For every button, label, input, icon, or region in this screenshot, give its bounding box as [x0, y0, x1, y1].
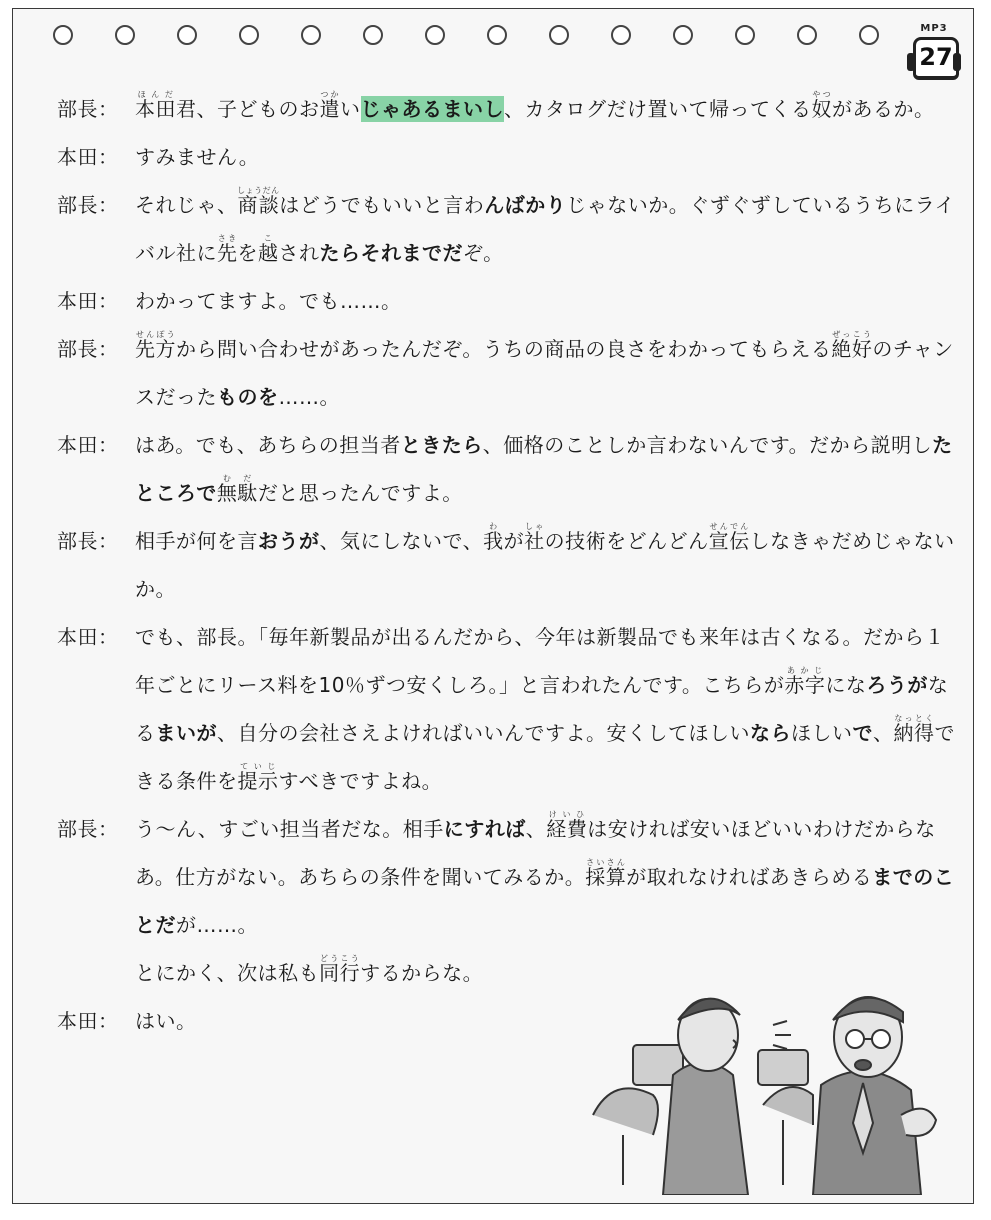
- speaker-label: 本田：: [57, 145, 119, 169]
- spiral-ring: [611, 25, 631, 45]
- spiral-ring: [859, 25, 879, 45]
- dialogue-text: はあ。でも、あちらの担当者ときたら、価格のことしか言わないんです。だから説明したところで無駄むだだと思ったんですよ。: [135, 433, 953, 505]
- speaker-label: 部長：: [57, 337, 119, 361]
- dialogue-line: [57, 517, 957, 613]
- speaker-label: 本田：: [57, 289, 119, 313]
- dialogue: [57, 85, 957, 1045]
- spiral-rings: [53, 25, 893, 55]
- dialogue-text: すみません。: [135, 145, 260, 169]
- spiral-ring: [735, 25, 755, 45]
- dialogue-text: 相手が何を言おうが、気にしないで、我わが社しゃの技術をどんどん宣伝せんでんしなきゃだめじゃないか。: [135, 522, 955, 601]
- spiral-ring: [673, 25, 693, 45]
- dialogue-line: [57, 85, 957, 133]
- speaker-label: 部長：: [57, 97, 119, 121]
- speaker-label: 部長：: [57, 193, 119, 217]
- spiral-ring: [425, 25, 445, 45]
- speaker-label: 本田：: [57, 625, 119, 649]
- dialogue-line: [57, 421, 957, 517]
- boss-scolding-illustration: [583, 965, 953, 1195]
- speaker-label: 本田：: [57, 433, 119, 457]
- headphone-right-icon: [953, 53, 961, 71]
- dialogue-line: [57, 133, 957, 181]
- spiral-ring: [301, 25, 321, 45]
- dialogue-line: [57, 277, 957, 325]
- spiral-ring: [797, 25, 817, 45]
- spiral-ring: [487, 25, 507, 45]
- speaker-label: 部長：: [57, 529, 119, 553]
- dialogue-text: 先方せんぽうから問い合わせがあったんだぞ。うちの商品の良さをわかってもらえる絶好ぜっこうのチャンスだったものを……。: [135, 330, 954, 409]
- dialogue-line: [57, 181, 957, 277]
- dialogue-line: [57, 325, 957, 421]
- spiral-ring: [239, 25, 259, 45]
- track-number: 27: [913, 37, 959, 80]
- mp3-track-badge: [907, 23, 963, 83]
- dialogue-text: わかってますよ。でも……。: [135, 289, 402, 313]
- notebook-page: [12, 8, 974, 1204]
- dialogue-text: でも、部長。「毎年新製品が出るんだから、今年は新製品でも来年は古くなる。だから１年ごとにリース料を10％ずつ安くしろ。」と言われたんです。こちらが赤字あかじになろうがなるまいが、自分の会社さえよければいいんですよ。安くしてほしいならほしいで、納得なっとくできる条件を提示ていじすべきですよね。: [135, 625, 955, 793]
- spiral-ring: [363, 25, 383, 45]
- dialogue-text: 本田ほんだ君、子どものお遣つかいじゃあるまいし、カタログだけ置いて帰ってくる奴やつがあるか。: [135, 90, 935, 121]
- mp3-label: MP3: [920, 23, 948, 34]
- dialogue-text: それじゃ、商談しょうだんはどうでもいいと言わんばかりじゃないか。ぐずぐずしているうちにライバル社に先さきを越こされたらそれまでだぞ。: [135, 186, 956, 265]
- dialogue-text: はい。: [135, 1009, 197, 1033]
- spiral-ring: [549, 25, 569, 45]
- dialogue-line: [57, 613, 957, 805]
- spiral-ring: [115, 25, 135, 45]
- spiral-ring: [53, 25, 73, 45]
- speaker-label: 本田：: [57, 1009, 119, 1033]
- dialogue-text: う～ん、すごい担当者だな。相手にすれば、経費けいひは安ければ安いほどいいわけだからなあ。仕方がない。あちらの条件を聞いてみるか。採算さいさんが取れなければあきらめるまでのことだが……。 とにかく、次は私も同行どうこうするからな。: [135, 810, 955, 985]
- spiral-ring: [177, 25, 197, 45]
- speaker-label: 部長：: [57, 817, 119, 841]
